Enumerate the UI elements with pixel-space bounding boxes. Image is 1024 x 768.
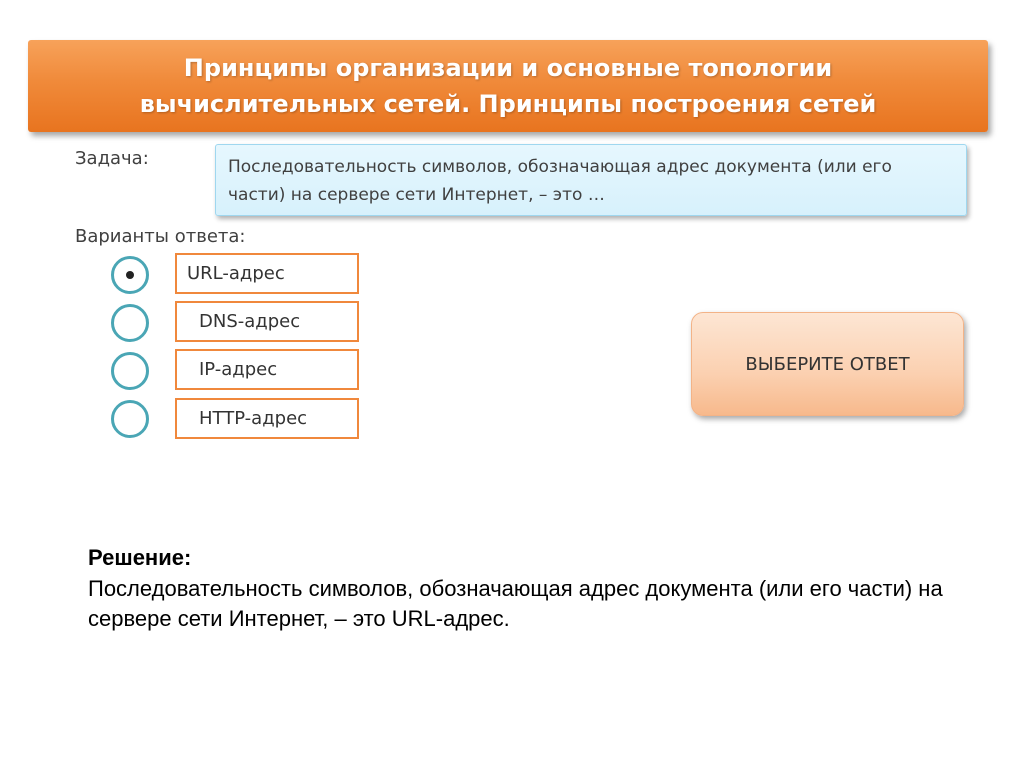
select-answer-label: ВЫБЕРИТЕ ОТВЕТ	[745, 353, 910, 375]
radio-option-url[interactable]	[111, 256, 149, 294]
radio-selected-dot	[126, 271, 134, 279]
radio-option-http[interactable]	[111, 400, 149, 438]
task-question-box	[215, 144, 967, 216]
answer-option-http[interactable]	[175, 398, 359, 439]
radio-option-dns[interactable]	[111, 304, 149, 342]
answer-option-label: URL-адрес	[187, 263, 285, 284]
solution-text: Последовательность символов, обозначающая адрес документа (или его части) на сервере сети Интернет, – это URL-адрес.	[88, 576, 943, 631]
slide-title: Принципы организации и основные топологии вычислительных сетей. Принципы построения сетей	[139, 54, 877, 118]
answer-option-label: DNS-адрес	[199, 311, 301, 332]
answer-option-ip[interactable]	[175, 349, 359, 390]
answer-option-label: HTTP-адрес	[199, 408, 308, 429]
answers-label: Варианты ответа:	[75, 226, 246, 247]
answer-option-label: IP-адрес	[199, 359, 278, 380]
task-question-text: Последовательность символов, обозначающая адрес документа (или его части) на сервере сети Интернет, – это …	[228, 157, 892, 205]
task-label: Задача:	[75, 148, 149, 169]
answer-option-dns[interactable]	[175, 301, 359, 342]
title-banner	[28, 40, 988, 132]
solution-heading: Решение:	[88, 545, 192, 570]
answer-option-url[interactable]	[175, 253, 359, 294]
radio-option-ip[interactable]	[111, 352, 149, 390]
select-answer-button[interactable]	[691, 312, 964, 416]
